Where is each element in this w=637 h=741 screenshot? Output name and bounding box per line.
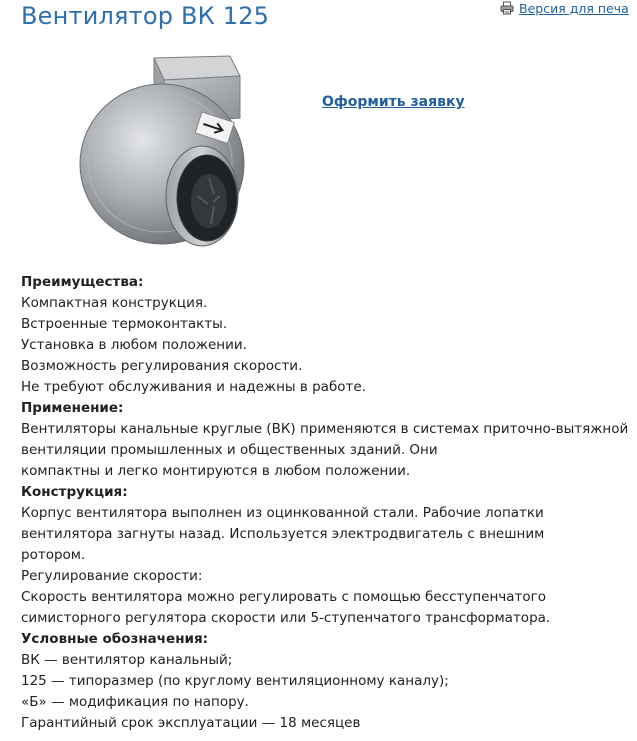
advantages-line: Установка в любом положении.	[21, 337, 247, 353]
legend-line: «Б» — модификация по напору.	[21, 694, 249, 710]
warranty-line: Гарантийный срок эксплуатации — 18 месяцев	[21, 715, 361, 731]
construction-line: Скорость вентилятора можно регулировать с помощью бесступенчатого	[21, 589, 547, 605]
application-line: вентиляции промышленных и общественных зданий. Они	[21, 442, 438, 458]
print-version-label: Версия для печа	[519, 0, 629, 16]
advantages-line: Возможность регулирования скорости.	[21, 358, 303, 374]
order-request-link[interactable]: Оформить заявку	[322, 94, 465, 110]
application-line: компактны и легко монтируются в любом положении.	[21, 463, 411, 479]
legend-line: ВК — вентилятор канальный;	[21, 652, 233, 668]
construction-line: ротором.	[21, 547, 86, 563]
printer-icon	[500, 1, 514, 15]
page-title: Вентилятор ВК 125	[21, 2, 270, 30]
application-heading: Применение:	[21, 400, 124, 416]
construction-heading: Конструкция:	[21, 484, 128, 500]
construction-line: Корпус вентилятора выполнен из оцинкованной стали. Рабочие лопатки	[21, 505, 544, 521]
construction-line: Регулирование скорости:	[21, 568, 203, 584]
advantages-heading: Преимущества:	[21, 274, 144, 290]
application-line: Вентиляторы канальные круглые (ВК) применяются в системах приточно-вытяжной	[21, 421, 629, 437]
legend-line: 125 — типоразмер (по круглому вентиляционному каналу);	[21, 673, 449, 689]
advantages-line: Встроенные термоконтакты.	[21, 316, 228, 332]
product-description	[21, 272, 633, 734]
advantages-line: Компактная конструкция.	[21, 295, 208, 311]
duct-fan-image	[64, 46, 254, 258]
construction-line: вентилятора загнуты назад. Используется электродвигатель с внешним	[21, 526, 545, 542]
legend-heading: Условные обозначения:	[21, 631, 209, 647]
advantages-line: Не требуют обслуживания и надежны в работе.	[21, 379, 367, 395]
print-version-link[interactable]	[500, 0, 629, 16]
construction-line: симисторного регулятора скорости или 5-ступенчатого трансформатора.	[21, 610, 551, 626]
